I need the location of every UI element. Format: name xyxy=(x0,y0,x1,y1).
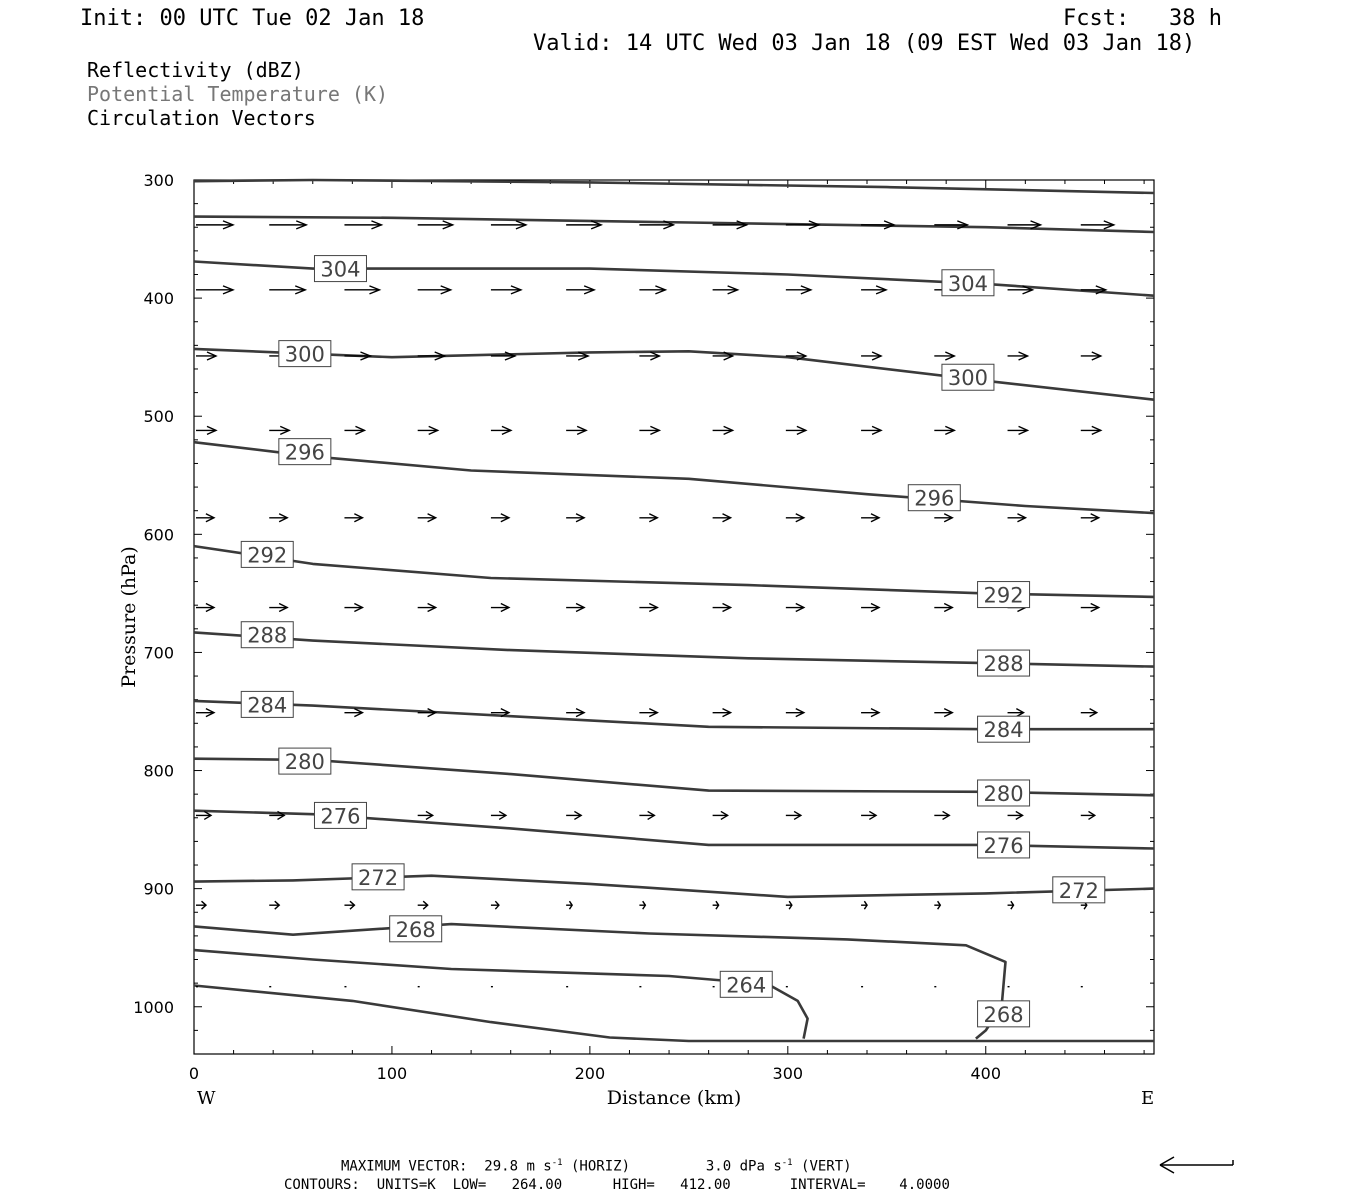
contour-label: 304 xyxy=(947,271,988,296)
contour-label: 292 xyxy=(983,583,1024,608)
forecast-hour-label: Fcst: 38 h xyxy=(1063,6,1222,31)
y-tick-label: 800 xyxy=(143,761,174,781)
contour-label: 296 xyxy=(284,440,325,465)
legend-circulation-vectors: Circulation Vectors xyxy=(87,106,316,130)
y-tick-label: 400 xyxy=(143,289,174,309)
y-tick-label: 300 xyxy=(143,171,174,190)
contour-label: 268 xyxy=(983,1002,1024,1027)
x-tick-label: 300 xyxy=(772,1064,804,1083)
valid-time-label: Valid: 14 UTC Wed 03 Jan 18 (09 EST Wed 03 Jan 18) xyxy=(533,31,1196,56)
contour-label: 300 xyxy=(284,342,325,367)
contour-label: 284 xyxy=(983,718,1024,743)
y-tick-label: 600 xyxy=(143,525,174,545)
contour-label: 284 xyxy=(247,693,288,718)
contours-footer: CONTOURS: UNITS=K LOW= 264.00 HIGH= 412.00 INTERVAL= 4.0000 xyxy=(284,1177,950,1193)
contour-label: 288 xyxy=(983,652,1024,677)
y-tick-label: 500 xyxy=(143,407,174,427)
x-tick-label: 400 xyxy=(970,1064,1002,1083)
contour-label: 276 xyxy=(983,833,1024,858)
plot-frame xyxy=(194,180,1154,1054)
max-vert-value: 3.0 xyxy=(705,1158,732,1175)
max-horiz-value: 29.8 xyxy=(484,1158,519,1175)
contour-label: 280 xyxy=(983,781,1024,806)
contour-label: 264 xyxy=(726,973,767,998)
contour-label: 292 xyxy=(247,543,288,568)
y-tick-label: 700 xyxy=(143,643,174,663)
isentrope-268 xyxy=(194,924,1006,1039)
max-vector-footer: MAXIMUM VECTOR: 29.8 m $s^{-1}$ (HORIZ) 3.0 dPa $s^{-1}$ (VERT) xyxy=(341,1158,852,1175)
reference-vector-arrow xyxy=(1155,1153,1240,1177)
legend-reflectivity: Reflectivity (dBZ) xyxy=(87,58,304,82)
x-tick-label: 0 xyxy=(188,1064,200,1083)
contour-label: 280 xyxy=(284,750,325,775)
west-end-label: W xyxy=(197,1088,216,1109)
y-axis-title: Pressure (hPa) xyxy=(118,546,140,688)
x-tick-label: 100 xyxy=(376,1064,408,1083)
init-time-label: Init: 00 UTC Tue 02 Jan 18 xyxy=(80,6,425,31)
x-tick-label: 200 xyxy=(574,1064,606,1083)
contour-label: 296 xyxy=(914,486,955,511)
isentrope-272 xyxy=(194,876,1154,897)
legend-potential-temperature: Potential Temperature (K) xyxy=(87,82,389,106)
contour-label: 288 xyxy=(247,623,288,648)
contour-label: 272 xyxy=(1058,878,1099,903)
isentrope-308 xyxy=(194,180,1154,193)
x-axis-title: Distance (km) xyxy=(606,1087,742,1109)
y-tick-label: 900 xyxy=(143,879,174,899)
east-end-label: E xyxy=(1141,1088,1155,1109)
isentrope-296 xyxy=(194,442,1154,513)
contour-label: 268 xyxy=(395,917,436,942)
contour-label: 304 xyxy=(320,257,361,282)
contour-label: 300 xyxy=(947,366,988,391)
contour-label: 272 xyxy=(358,865,399,890)
max-vector-label: MAXIMUM VECTOR: xyxy=(341,1158,468,1175)
y-tick-label: 1000 xyxy=(133,997,174,1017)
contour-label: 276 xyxy=(320,804,361,829)
